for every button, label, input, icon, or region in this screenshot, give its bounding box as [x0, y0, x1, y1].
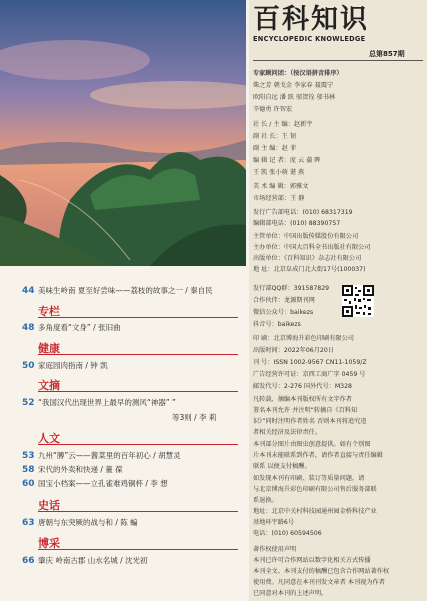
credit-line: 市场经营部：王 静: [253, 195, 305, 202]
credit-line: 电话：(010) 60594506: [253, 530, 322, 537]
credit-line: 与北京博海升彩色印刷有限公司售后服务部联: [253, 486, 377, 493]
section-heading: 人文: [38, 432, 60, 445]
credit-line: 凡转载、摘编本刊版权所有文字作者: [253, 396, 352, 403]
section-heading: 健康: [38, 342, 60, 355]
page-number: 63: [22, 518, 35, 528]
credit-line: 社 长 / 主 编：赵新宇: [253, 121, 313, 128]
credit-line: 联系 以便支付稿酬。: [253, 463, 311, 470]
credit-line: 印 刷：北京博海升彩色印刷有限公司: [253, 335, 354, 342]
issue-number: 总第857期: [369, 50, 405, 58]
magazine-logo: [253, 6, 423, 43]
credit-line: 合作伙伴：龙源期刊网: [253, 297, 315, 304]
masthead-column: [249, 0, 427, 601]
credit-line: 欧阳自远 潘 跃 邬贺铨 邬书林: [253, 94, 336, 101]
credit-line: 主办单位：中国大百科全书出版社有限公司: [253, 244, 371, 251]
credit-line: 发行广告部电话：(010) 68317319: [253, 209, 353, 216]
toc-entry[interactable]: [0, 554, 246, 568]
credit-line: 片本刊未能联系到作者，请作者直接与责任编辑: [253, 452, 383, 459]
article-title: 唐朝与东突厥的战与和 / 陈 蝙: [38, 518, 138, 527]
page-number: 48: [22, 323, 35, 333]
credit-line: 者相关经济及法律责任。: [253, 429, 322, 436]
article-title: “我国汉代出现世界上最早的测风“神器” ”: [38, 398, 176, 407]
credit-line: 辛德勇 许智宏: [253, 106, 293, 113]
page-number: 58: [22, 465, 35, 475]
credit-line: 邮发代号：2-276 国外代号：M328: [253, 383, 352, 390]
toc-entry-continued: [0, 411, 246, 425]
credit-line: 微信公众号：baikezs: [253, 309, 314, 316]
qr-code-icon: [342, 285, 374, 317]
article-title: 美味生岭南 夏至好尝味——荔枝的故事之一 / 秦自民: [38, 286, 213, 295]
credit-line: 使用费。凡同意在本刊刊发文章者 本刊视为作者: [253, 579, 385, 586]
section-divider: [38, 549, 238, 550]
magazine-subtitle: ENCYCLOPEDIC KNOWLEDGE: [253, 35, 366, 43]
page-number: 52: [22, 398, 35, 408]
credit-line: 专家顾问团：（按汉语拼音排序）: [253, 70, 343, 77]
article-title: 九州“膊”云——酱菜里的百年初心 / 胡慧灵: [38, 451, 181, 460]
page-number: 53: [22, 451, 35, 461]
toc-entry[interactable]: [0, 321, 246, 335]
page-number: 60: [22, 479, 35, 489]
credit-line: 抖音号：baikezs: [253, 321, 301, 328]
header-rule: [253, 60, 423, 61]
credit-line: 主管单位：中国出版传媒股份有限公司: [253, 233, 359, 240]
credit-line: 系退换。: [253, 497, 278, 504]
credit-line: 柴之芳 朝戈金 李家春 聂震宁: [253, 82, 334, 89]
credit-line: 出版单位：《百科知识》杂志社有限公司: [253, 255, 362, 262]
credit-line: 署名本刊允许 并注明“转摘自《百科知: [253, 407, 358, 414]
credit-line: 本刊已许可合作网站以数字化相关方式传播: [253, 557, 371, 564]
section-heading: 博采: [38, 537, 60, 550]
credit-line: 刊 号：ISSN 1002-9567 CN11-1059/Z: [253, 359, 367, 366]
credit-line: 著作权使用声明: [253, 546, 297, 553]
credit-line: 本刊部分图片由图虫创意提供。如有个别图: [253, 441, 371, 448]
section-heading: 文摘: [38, 379, 60, 392]
article-title: 国宝小档案——立孔雀难鸡铜杯 / 李 想: [38, 479, 168, 488]
credit-line: 王 凯 张小萌 谌 燕: [253, 169, 305, 176]
credit-line: 基地环宇路6号: [253, 519, 295, 526]
credit-line: 本刊全文。本刊支付的稿酬已包含合作网站著作权: [253, 568, 390, 575]
credit-line: 编辑部电话：(010) 88390757: [253, 220, 341, 227]
toc-entry[interactable]: [0, 396, 246, 410]
page-number: 44: [22, 286, 35, 296]
toc-entry[interactable]: [0, 284, 246, 298]
section-divider: [38, 511, 238, 512]
credit-line: 广告经营许可证：京西工商广字 0459 号: [253, 371, 366, 378]
toc-entry[interactable]: [0, 463, 246, 477]
credit-line: 副 主 编：赵 菲: [253, 145, 297, 152]
credit-line: 地 址：北京阜成门北大街17号(100037): [253, 266, 366, 273]
section-divider: [38, 354, 238, 355]
credit-line: 副 社 长：王 韧: [253, 133, 297, 140]
page-number: 50: [22, 361, 35, 371]
article-title: 宋代的外卖和快递 / 董 葆: [38, 465, 123, 474]
page-number: 66: [22, 556, 35, 566]
toc-entry[interactable]: [0, 516, 246, 530]
section-heading: 史话: [38, 499, 60, 512]
article-title: 肇庆 岭南古郡 山水名城 / 沈光初: [38, 556, 148, 565]
section-divider: [38, 444, 238, 445]
section-divider: [38, 391, 238, 392]
credit-line: 识》”同时注明作者姓名 否则本刊将追究违: [253, 418, 367, 425]
toc-entry[interactable]: [0, 477, 246, 491]
credit-line: 美 术 编 辑：郭雅文: [253, 183, 309, 190]
magazine-title: 百科知识: [253, 4, 369, 35]
toc-entry[interactable]: [0, 359, 246, 373]
credit-line: 出版时间：2022年06月20日: [253, 347, 334, 354]
article-title: 多角度看“文身” / 张旧曲: [38, 323, 121, 332]
section-heading: 专栏: [38, 305, 60, 318]
credit-line: 如发现本刊有印刷、装订等质量问题，请: [253, 475, 365, 482]
credit-line: 地址：北京中关村科技园通州园金桥科技产业: [253, 508, 377, 515]
article-author: 等3则 / 李 莉: [172, 413, 217, 422]
toc-entry[interactable]: [0, 449, 246, 463]
section-divider: [38, 317, 238, 318]
credit-line: 编 辑 记 者：庞 云 蒲 晖: [253, 157, 321, 164]
credit-line: 已同意对本刊的上述声明。: [253, 590, 328, 597]
credit-line: 发行部QQ群：391587829: [253, 285, 330, 292]
article-title: 家庭园肉指南 / 钟 凯: [38, 361, 108, 370]
qr-code[interactable]: [342, 285, 374, 317]
